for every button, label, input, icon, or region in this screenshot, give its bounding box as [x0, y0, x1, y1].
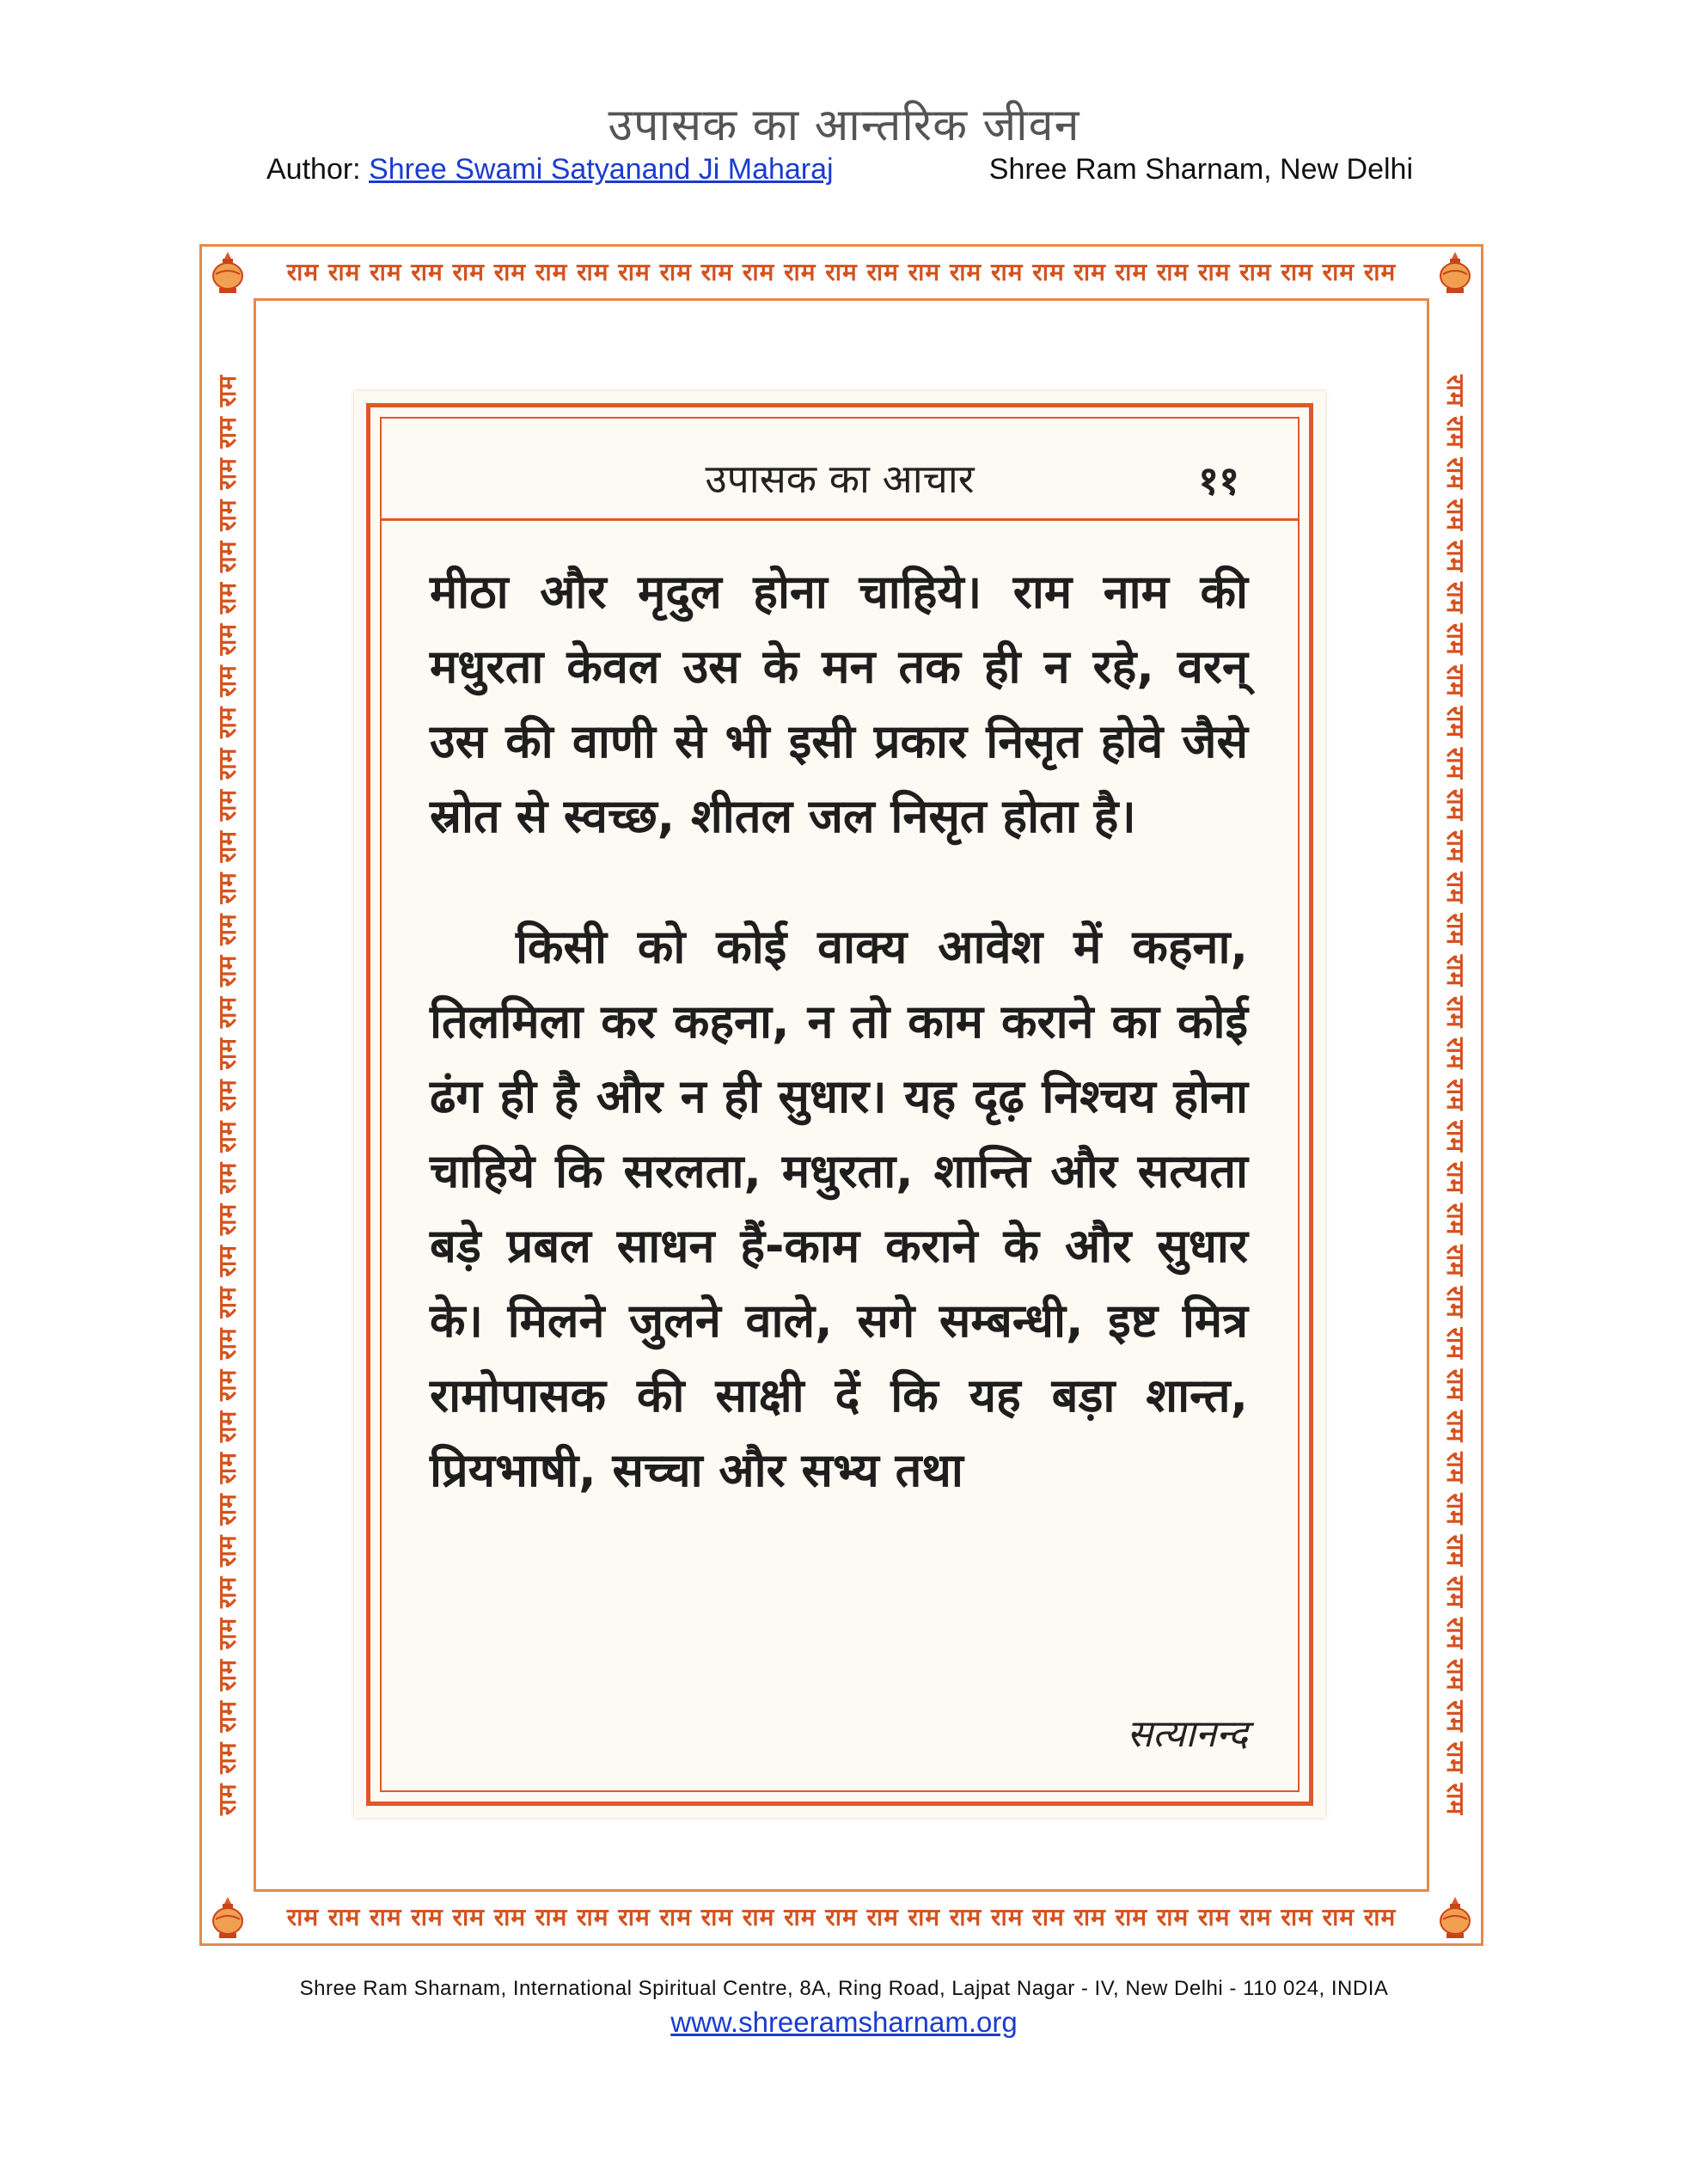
kalash-icon — [1431, 1893, 1479, 1942]
scanned-book-page — [354, 391, 1325, 1818]
ram-border-left: राम राम राम राम राम राम राम राम राम राम राम राम राम राम राम राम राम राम राम राम राम राम राम राम राम राम राम राम राम राम राम राम राम राम राम — [213, 374, 242, 1816]
author-link[interactable]: Shree Swami Satyanand Ji Maharaj — [369, 153, 834, 186]
publisher-label: Shree Ram Sharnam, New Delhi — [988, 153, 1413, 186]
document-title: उपासक का आन्तरिक जीवन — [608, 100, 1080, 151]
kalash-icon — [204, 248, 252, 297]
ram-border-top: राम राम राम राम राम राम राम राम राम राम राम राम राम राम राम राम राम राम राम राम राम राम राम राम राम राम राम — [286, 258, 1397, 286]
header-rule — [380, 518, 1300, 521]
paragraph: मीठा और मृदुल होना चाहिये। राम नाम की मधुरता केवल उस के मन तक ही न रहे, वरन् उस की वाणी से भी इसी प्रकार निसृत होवे जैसे स्रोत से स्वच्छ, शीतल जल निसृत होता है। — [430, 565, 1248, 843]
kalash-icon — [1431, 248, 1479, 297]
footer-address: Shree Ram Sharnam, International Spiritual Centre, 8A, Ring Road, Lajpat Nagar - IV, New Delhi - 110 024, INDIA — [299, 1977, 1389, 2000]
author-publisher-row — [0, 153, 1688, 196]
kalash-icon — [204, 1893, 252, 1942]
footer-website — [0, 2006, 1688, 2039]
author-prefix: Author: — [266, 153, 370, 186]
author-line — [266, 153, 834, 187]
body-text — [430, 554, 1248, 1508]
ram-border-bottom: राम राम राम राम राम राम राम राम राम राम राम राम राम राम राम राम राम राम राम राम राम राम राम राम राम राम राम — [286, 1903, 1397, 1931]
signature: सत्यानन्द — [1127, 1712, 1248, 1756]
website-link[interactable]: www.shreeramsharnam.org — [670, 2006, 1018, 2038]
paragraph: किसी को कोई वाक्य आवेश में कहना, तिलमिला कर कहना, न तो काम कराने का कोई ढंग ही है और न ही सुधार। यह दृढ़ निश्चय होना चाहिये कि सरलता, मधुरता, शान्ति और सत्यता बड़े प्रबल साधन हैं-काम कराने के और सुधार के। मिलने जुलने वाले, सगे सम्बन्धी, इष्ट मित्र रामोपासक की साक्षी दें कि यह बड़ा शान्त, प्रियभाषी, सच्चा और सभ्य तथा — [430, 920, 1248, 1497]
running-head: उपासक का आचार — [705, 456, 975, 502]
ram-border-right: राम राम राम राम राम राम राम राम राम राम राम राम राम राम राम राम राम राम राम राम राम राम राम राम राम राम राम राम राम राम राम राम राम राम राम — [1441, 374, 1470, 1816]
page-number: ११ — [1198, 457, 1239, 504]
